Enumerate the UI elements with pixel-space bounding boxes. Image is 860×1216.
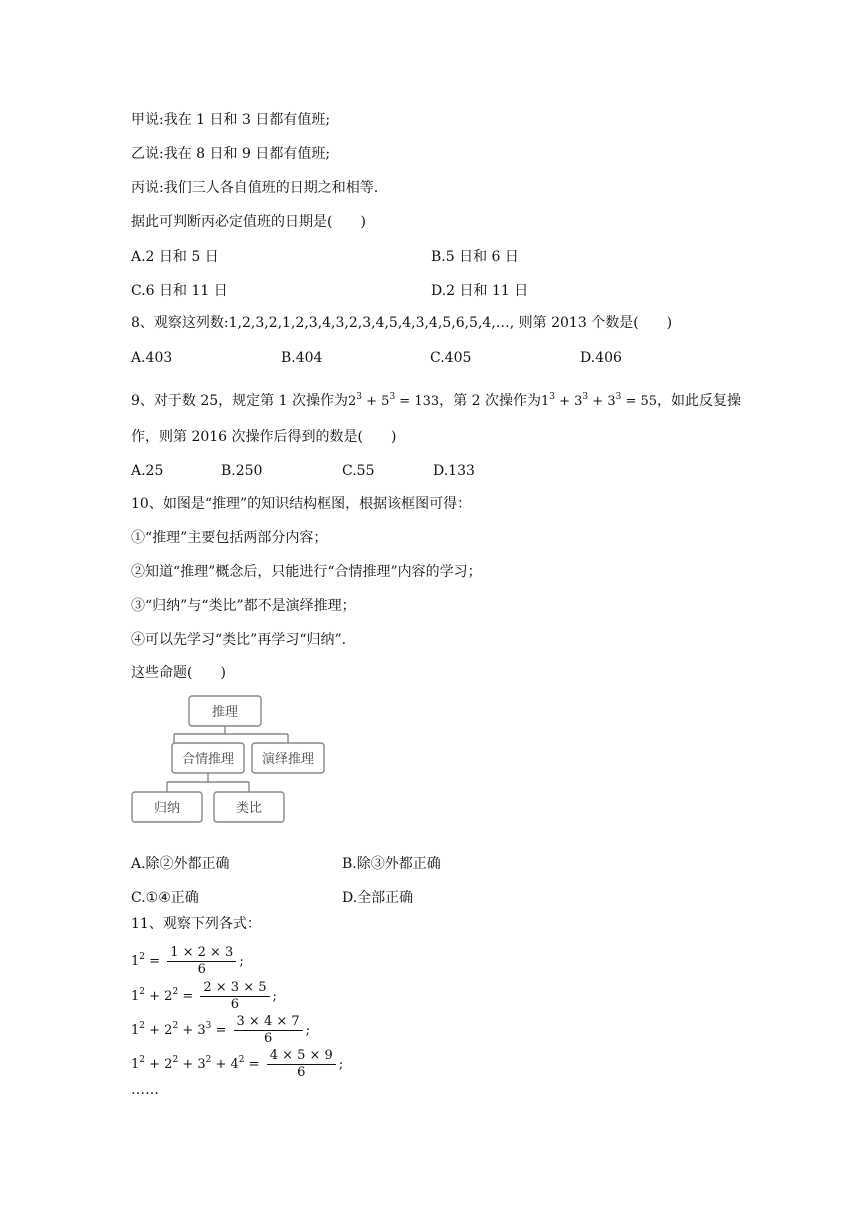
q7-option-b: B.5 日和 6 日 xyxy=(431,249,519,265)
q7-option-d: D.2 日和 11 日 xyxy=(431,283,529,299)
reasoning-structure-diagram xyxy=(128,690,328,826)
q10-option-a: A.除②外都正确 xyxy=(131,856,230,872)
q9-option-c: C.55 xyxy=(342,463,375,479)
question-7-ask: 据此可判断丙必定值班的日期是( ) xyxy=(131,214,366,230)
q8-option-c: C.405 xyxy=(430,350,472,366)
q7-option-a: A.2 日和 5 日 xyxy=(131,249,219,265)
q11-equation-2: $1^2 + 2^2$ = $\frac{2 \times 3 \times 5}{6}$ ; xyxy=(131,980,277,1012)
diagram-label-leaf2: 类比 xyxy=(235,801,263,816)
statement-jia: 甲说:我在 1 日和 3 日都有值班; xyxy=(131,112,331,128)
q9-option-d: D.133 xyxy=(433,463,475,479)
q11-fraction-1: $\frac{1 \times 2 \times 3}{6}$ xyxy=(167,945,236,978)
question-9-stem xyxy=(131,391,741,412)
diagram-label-root: 推理 xyxy=(211,705,239,720)
q9-stem-part1: 9、对于数 25，规定第 1 次操作为 xyxy=(131,393,348,409)
q9-stem-part3: ，如此反复操 xyxy=(657,393,742,409)
diagram-label-leaf1: 归纳 xyxy=(153,801,181,816)
q11-equation-3: $1^2 + 2^2 + 3^3$ = $\frac{3 \times 4 \times 7}{6}$ ; xyxy=(131,1014,311,1046)
diagram-label-left: 合情推理 xyxy=(181,752,235,767)
q10-option-d: D.全部正确 xyxy=(342,890,414,906)
diagram-connector-root xyxy=(174,726,288,743)
q9-expr-1: $2^3 + 5^3 = 133$ xyxy=(347,392,440,409)
q9-stem-part2: ，第 2 次操作为 xyxy=(439,393,541,409)
diagram-label-right: 演绎推理 xyxy=(261,752,315,767)
question-8-stem: 8、观察这列数:1,2,3,2,1,2,3,4,3,2,3,4,5,4,3,4,5,6,5,4,…, 则第 2013 个数是( ) xyxy=(131,315,673,331)
q11-equation-4: $1^2 + 2^2 + 3^2 + 4^2$ = $\frac{4 \times 5 \times 9}{6}$ ; xyxy=(131,1048,344,1080)
q9-option-a: A.25 xyxy=(131,463,164,479)
question-10-stem: 10、如图是“推理”的知识结构框图，根据该框图可得： xyxy=(131,496,472,512)
q11-equation-1: $1^2$ = $\frac{1 \times 2 \times 3}{6}$ ; xyxy=(131,945,244,977)
q9-expr-2: $1^3 + 3^3 + 3^3 = 55$ xyxy=(540,392,658,409)
q9-option-b: B.250 xyxy=(221,463,263,479)
q11-fraction-4: $\frac{4 \times 5 \times 9}{6}$ xyxy=(267,1048,336,1081)
q10-option-c: C.①④正确 xyxy=(131,890,199,906)
q11-fraction-3: $\frac{3 \times 4 \times 7}{6}$ xyxy=(234,1014,303,1047)
q8-option-a: A.403 xyxy=(131,350,173,366)
q11-fraction-2: $\frac{2 \times 3 \times 5}{6}$ xyxy=(200,980,269,1013)
statement-yi: 乙说:我在 8 日和 9 日都有值班; xyxy=(131,146,331,162)
question-9-stem-cont: 作，则第 2016 次操作后得到的数是( ) xyxy=(131,429,397,445)
q10-statement-1: ①“推理”主要包括两部分内容； xyxy=(131,530,328,546)
q8-option-b: B.404 xyxy=(281,350,323,366)
q11-ellipsis: …… xyxy=(131,1082,159,1098)
statement-bing: 丙说:我们三人各自值班的日期之和相等. xyxy=(131,180,379,196)
question-11-stem: 11、观察下列各式： xyxy=(131,916,261,932)
q7-option-c: C.6 日和 11 日 xyxy=(131,283,228,299)
question-10-ask: 这些命题( ) xyxy=(131,665,226,681)
q10-statement-2: ②知道“推理”概念后，只能进行“合情推理”内容的学习； xyxy=(131,564,482,580)
q10-option-b: B.除③外都正确 xyxy=(342,856,441,872)
q8-option-d: D.406 xyxy=(580,350,622,366)
q10-statement-3: ③“归纳”与“类比”都不是演绎推理； xyxy=(131,598,356,614)
diagram-connector-left xyxy=(167,773,249,792)
q10-statement-4: ④可以先学习“类比”再学习“归纳”. xyxy=(131,632,347,648)
